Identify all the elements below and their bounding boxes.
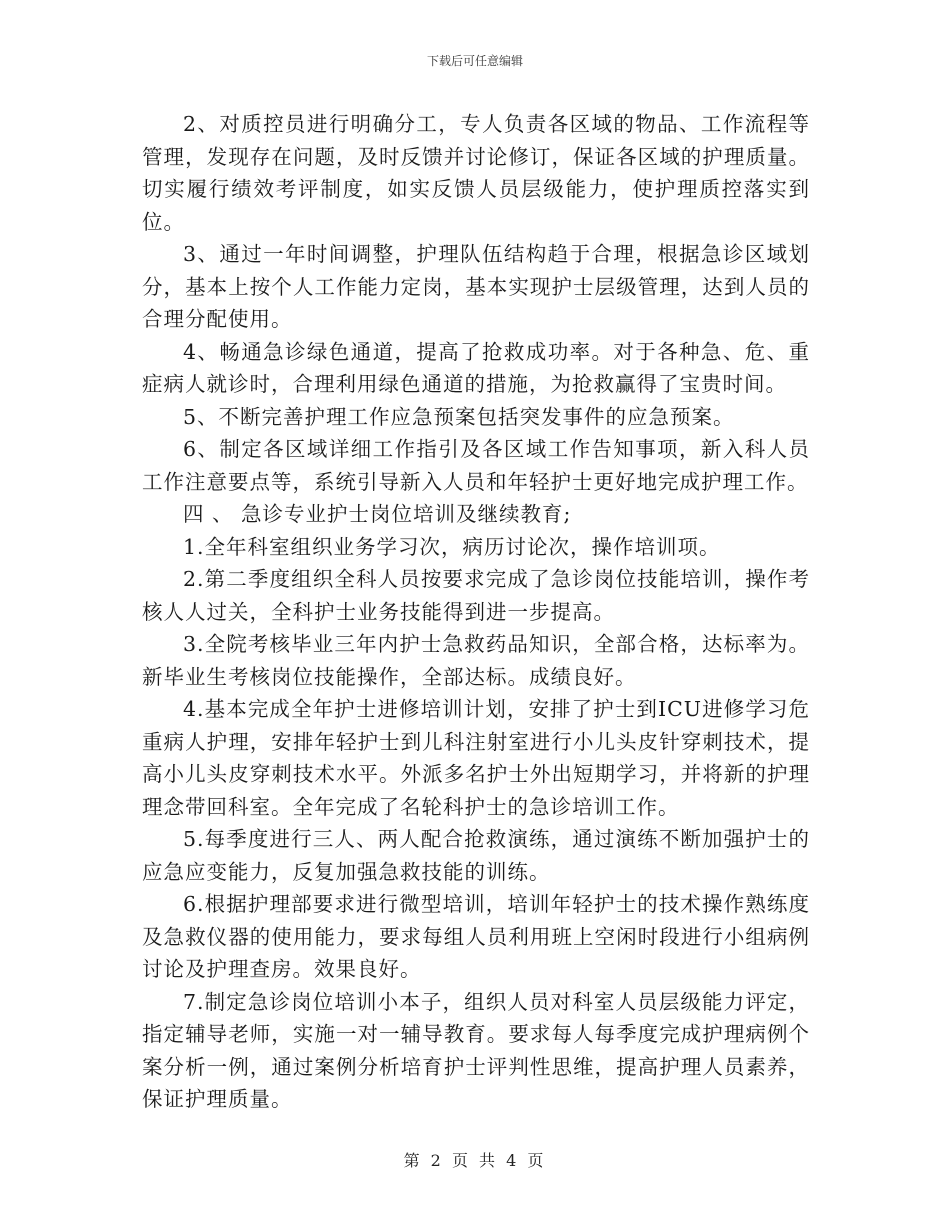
paragraph: 5、不断完善护理工作应急预案包括突发事件的应急预案。 [183,404,735,429]
paragraph: 3.全院考核毕业三年内护士急救药品知识，全部合格，达标率为。新毕业生考核岗位技能操作，全部达标。成绩良好。 [142,632,810,689]
paragraph: 2.第二季度组织全科人员按要求完成了急诊岗位技能培训，操作考核人人过关，全科护士业务技能得到进一步提高。 [142,567,810,624]
document-body [142,108,810,1116]
paragraph: 7.制定急诊岗位培训小本子，组织人员对科室人员层级能力评定，指定辅导老师，实施一对一辅导教育。要求每人每季度完成护理病例个案分析一例，通过案例分析培育护士评判性思维，提高护理人员素养，保证护理质量。 [142,989,810,1111]
paragraph: 4.基本完成全年护士进修培训计划，安排了护士到ICU进修学习危重病人护理，安排年轻护士到儿科注射室进行小儿头皮针穿刺技术，提高小儿头皮穿刺技术水平。外派多名护士外出短期学习，并将新的护理理念带回科室。全年完成了名轮科护士的急诊培训工作。 [142,697,810,819]
paragraph: 6、制定各区域详细工作指引及各区域工作告知事项，新入科人员工作注意要点等，系统引导新入人员和年轻护士更好地完成护理工作。 [142,437,810,494]
paragraph: 3、通过一年时间调整，护理队伍结构趋于合理，根据急诊区域划分，基本上按个人工作能力定岗，基本实现护士层级管理，达到人员的合理分配使用。 [142,242,810,331]
paragraph: 4、畅通急诊绿色通道，提高了抢救成功率。对于各种急、危、重症病人就诊时，合理利用绿色通道的措施，为抢救赢得了宝贵时间。 [142,339,810,396]
page-number: 第 2 页 共 4 页 [403,1151,547,1170]
paragraph: 5.每季度进行三人、两人配合抢救演练，通过演练不断加强护士的应急应变能力，反复加强急救技能的训练。 [142,827,810,884]
section-heading: 四 、 急诊专业护士岗位培训及继续教育; [183,502,572,526]
page-header: 下载后可任意编辑 [426,54,523,68]
paragraph: 2、对质控员进行明确分工，专人负责各区域的物品、工作流程等管理，发现存在问题，及时反馈并讨论修订，保证各区域的护理质量。切实履行绩效考评制度，如实反馈人员层级能力，使护理质控落实到位。 [142,112,810,234]
paragraph: 6.根据护理部要求进行微型培训，培训年轻护士的技术操作熟练度及急救仪器的使用能力，要求每组人员利用班上空闲时段进行小组病例讨论及护理查房。效果良好。 [142,892,810,981]
paragraph: 1.全年科室组织业务学习次，病历讨论次，操作培训项。 [183,534,721,559]
